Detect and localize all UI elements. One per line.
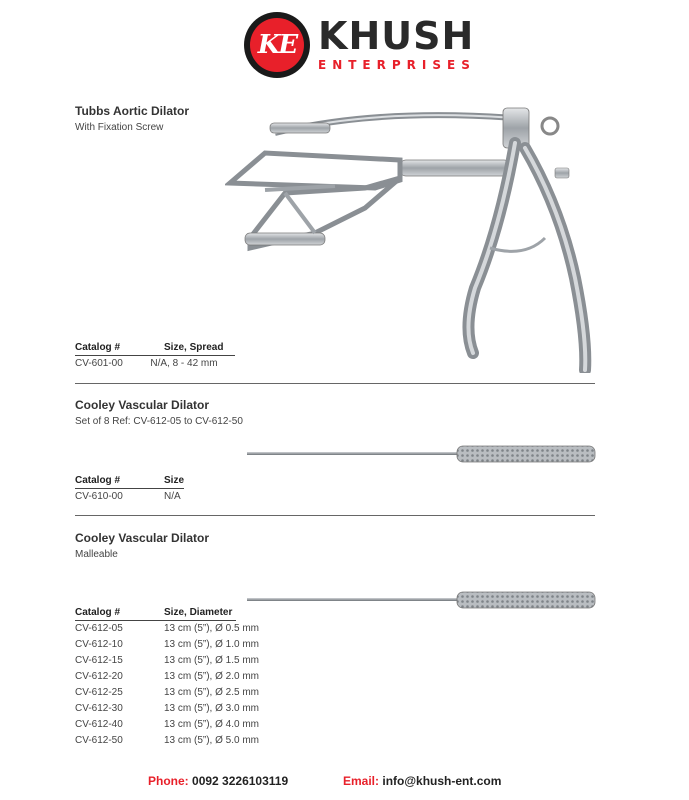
product-subtitle: With Fixation Screw bbox=[75, 122, 164, 133]
size-header: Size, Diameter bbox=[164, 607, 236, 621]
catalog-number: CV-612-05 bbox=[75, 623, 123, 634]
size-value: N/A, 8 - 42 mm bbox=[150, 358, 218, 369]
catalog-number: CV-612-25 bbox=[75, 687, 123, 698]
size-value: 13 cm (5”), Ø 2.5 mm bbox=[164, 687, 260, 698]
table-row bbox=[75, 356, 235, 372]
size-header: Size bbox=[164, 475, 184, 489]
email-label: Email: bbox=[343, 774, 380, 788]
catalog-number: CV-601-00 bbox=[75, 358, 123, 369]
section-divider bbox=[75, 383, 595, 384]
table-row bbox=[75, 733, 275, 749]
table-row bbox=[75, 669, 275, 685]
size-value: 13 cm (5”), Ø 0.5 mm bbox=[164, 623, 260, 634]
catalog-number: CV-612-10 bbox=[75, 639, 123, 650]
size-value: N/A bbox=[164, 491, 181, 502]
product-subtitle: Set of 8 Ref: CV-612-05 to CV-612-50 bbox=[75, 416, 243, 427]
table-row bbox=[75, 637, 275, 653]
malleable-dilator-image bbox=[245, 589, 597, 611]
catalog-header: Catalog # bbox=[75, 607, 164, 621]
product-title: Cooley Vascular Dilator bbox=[75, 531, 210, 545]
catalog-number: CV-612-40 bbox=[75, 719, 123, 730]
size-value: 13 cm (5”), Ø 1.0 mm bbox=[164, 639, 260, 650]
brand-name: KHUSH bbox=[318, 14, 475, 58]
phone-number[interactable]: 0092 3226103119 bbox=[192, 774, 289, 788]
size-value: 13 cm (5”), Ø 3.0 mm bbox=[164, 703, 260, 714]
brand-tagline: ENTERPRISES bbox=[318, 58, 476, 72]
product-title: Cooley Vascular Dilator bbox=[75, 398, 210, 412]
catalog-number: CV-610-00 bbox=[75, 491, 123, 502]
logo-mark: KE bbox=[257, 30, 297, 60]
table-row bbox=[75, 489, 235, 505]
size-value: 13 cm (5”), Ø 4.0 mm bbox=[164, 719, 260, 730]
tubbs-dilator-image bbox=[225, 98, 605, 373]
catalog-header: Catalog # bbox=[75, 342, 164, 356]
catalog-number: CV-612-15 bbox=[75, 655, 123, 666]
email-address[interactable]: info@khush-ent.com bbox=[382, 774, 502, 788]
size-value: 13 cm (5”), Ø 5.0 mm bbox=[164, 735, 260, 746]
catalog-number: CV-612-20 bbox=[75, 671, 123, 682]
table-row bbox=[75, 621, 275, 637]
logo-emblem-inner bbox=[250, 18, 304, 72]
catalog-header: Catalog # bbox=[75, 475, 164, 489]
catalog-table-1 bbox=[75, 342, 235, 372]
table-row bbox=[75, 685, 275, 701]
table-row bbox=[75, 717, 275, 733]
catalog-table-3 bbox=[75, 607, 275, 749]
size-value: 13 cm (5”), Ø 1.5 mm bbox=[164, 655, 260, 666]
size-header: Size, Spread bbox=[164, 342, 235, 356]
catalog-number: CV-612-30 bbox=[75, 703, 123, 714]
table-row bbox=[75, 653, 275, 669]
catalog-number: CV-612-50 bbox=[75, 735, 123, 746]
table-row bbox=[75, 701, 275, 717]
catalog-table-2 bbox=[75, 475, 235, 505]
phone-label: Phone: bbox=[148, 774, 189, 788]
email-contact bbox=[343, 774, 501, 788]
size-value: 13 cm (5”), Ø 2.0 mm bbox=[164, 671, 260, 682]
product-subtitle: Malleable bbox=[75, 549, 118, 560]
phone-contact bbox=[148, 774, 288, 788]
cooley-dilator-image bbox=[245, 443, 597, 465]
product-title: Tubbs Aortic Dilator bbox=[75, 104, 189, 118]
section-divider bbox=[75, 515, 595, 516]
